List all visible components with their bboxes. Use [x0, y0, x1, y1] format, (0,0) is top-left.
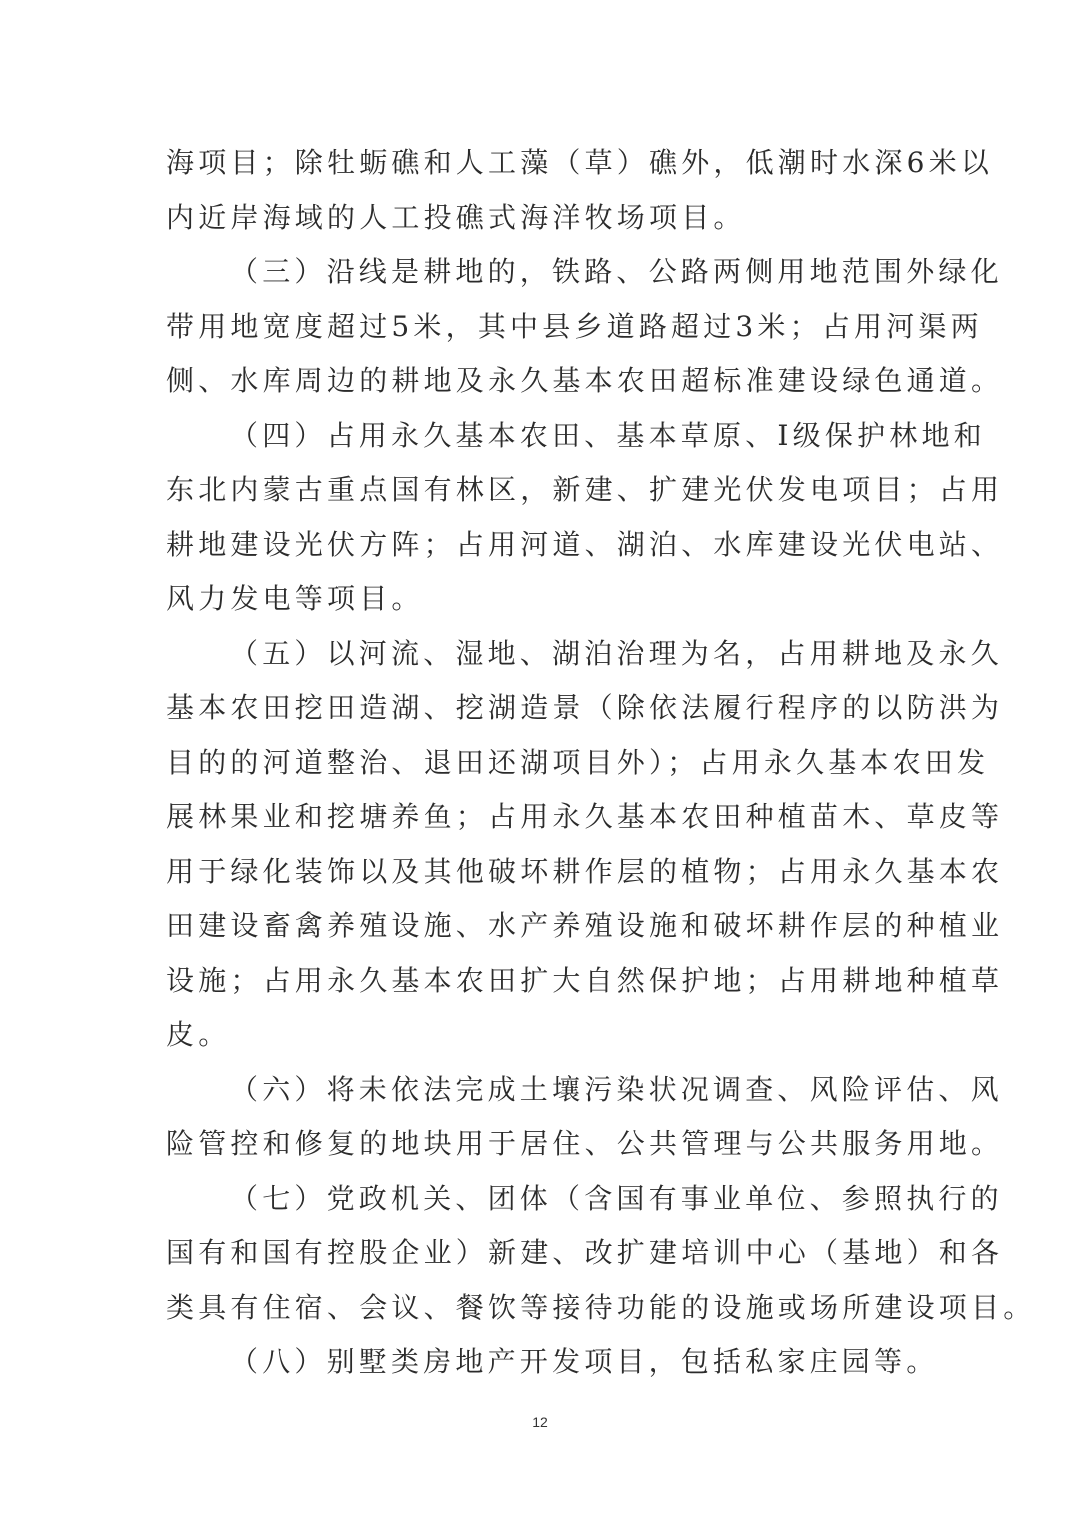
paragraph-start-line: （七）党政机关、团体（含国有事业单位、参照执行的	[230, 1181, 1003, 1215]
text-line: 目的的河道整治、退田还湖项目外）；占用永久基本农田发	[166, 745, 990, 779]
text-line: 基本农田挖田造湖、挖湖造景（除依法履行程序的以防洪为	[166, 691, 1004, 724]
text-line: 展林果业和挖塘养鱼；占用永久基本农田种植苗木、草皮等	[166, 800, 1004, 833]
text-line: 国有和国有控股企业）新建、改扩建培训中心（基地）和各	[166, 1236, 1004, 1269]
text-line: 侧、水库周边的耕地及永久基本农田超标准建设绿色通道。	[166, 364, 1004, 397]
paragraph-start-line: （三）沿线是耕地的，铁路、公路两侧用地范围外绿化	[230, 255, 1003, 288]
text-line: 带用地宽度超过5米，其中县乡道路超过3米；占用河渠两	[166, 309, 983, 343]
paragraph-start-line: （五）以河流、湿地、湖泊治理为名，占用耕地及永久	[230, 636, 1003, 670]
text-line: 类具有住宿、会议、餐饮等接待功能的设施或场所建设项目。	[166, 1290, 1036, 1324]
page-number: 12	[532, 1414, 548, 1430]
text-line: 海项目；除牡蛎礁和人工藻（草）礁外，低潮时水深6米以	[166, 146, 994, 179]
text-line: 风力发电等项目。	[166, 582, 424, 615]
text-line: 皮。	[166, 1018, 231, 1051]
text-line: 东北内蒙古重点国有林区，新建、扩建光伏发电项目；占用	[166, 473, 1004, 506]
text-line: 内近岸海域的人工投礁式海洋牧场项目。	[166, 200, 746, 234]
paragraph-start-line: （八）别墅类房地产开发项目，包括私家庄园等。	[230, 1345, 939, 1378]
text-line: 设施；占用永久基本农田扩大自然保护地；占用耕地种植草	[166, 963, 1004, 997]
document-body	[166, 136, 1036, 1390]
text-line: 耕地建设光伏方阵；占用河道、湖泊、水库建设光伏电站、	[166, 527, 1004, 561]
paragraph-start-line: （四）占用永久基本农田、基本草原、Ⅰ级保护林地和	[230, 418, 986, 452]
paragraph-start-line: （六）将未依法完成土壤污染状况调查、风险评估、风	[230, 1072, 1003, 1106]
text-line: 用于绿化装饰以及其他破坏耕作层的植物；占用永久基本农	[166, 854, 1004, 888]
text-line: 田建设畜禽养殖设施、水产养殖设施和破坏耕作层的种植业	[166, 909, 1004, 942]
text-line: 险管控和修复的地块用于居住、公共管理与公共服务用地。	[166, 1127, 1004, 1160]
